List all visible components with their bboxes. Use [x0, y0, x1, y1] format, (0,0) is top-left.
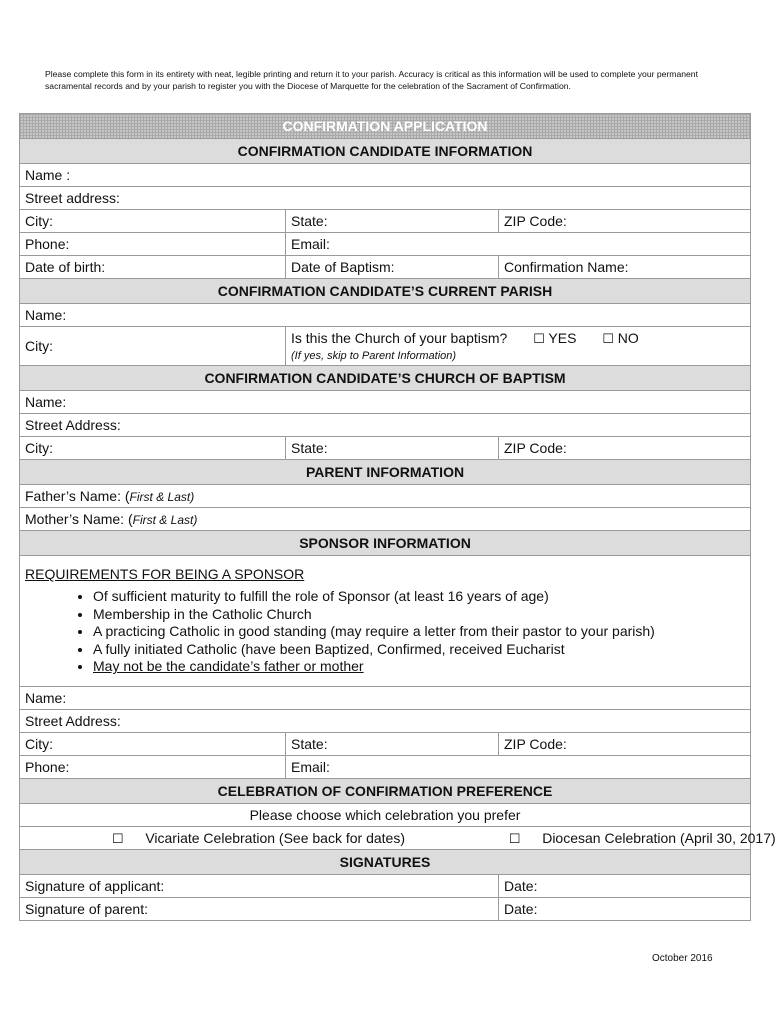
section-candidate-heading: CONFIRMATION CANDIDATE INFORMATION	[20, 139, 751, 164]
sponsor-email-field[interactable]: Email:	[286, 756, 751, 779]
section-baptism-church-heading: CONFIRMATION CANDIDATE’S CHURCH OF BAPTISM	[20, 366, 751, 391]
sponsor-state-field[interactable]: State:	[286, 733, 499, 756]
father-name-field[interactable]	[20, 485, 751, 508]
baptism-church-name-field[interactable]: Name:	[20, 391, 751, 414]
footer-date: October 2016	[652, 953, 713, 964]
mother-name-field[interactable]	[20, 508, 751, 531]
parent-signature-field[interactable]: Signature of parent:	[20, 898, 499, 921]
candidate-phone-field[interactable]: Phone:	[20, 233, 286, 256]
sponsor-requirements	[20, 556, 751, 687]
candidate-zip-field[interactable]: ZIP Code:	[499, 210, 751, 233]
candidate-email-field[interactable]: Email:	[286, 233, 751, 256]
parish-note-paren: (	[291, 349, 295, 362]
vicariate-checkbox-icon[interactable]: ☐	[111, 830, 124, 846]
celebration-prompt: Please choose which celebration you prefer	[20, 804, 751, 827]
candidate-state-field[interactable]: State:	[286, 210, 499, 233]
mother-hint: First & Last)	[132, 513, 198, 527]
celebration-options	[20, 827, 776, 850]
mother-label: Mother’s Name:	[25, 511, 125, 527]
yes-checkbox-icon[interactable]: ☐	[533, 330, 545, 346]
sponsor-requirements-list	[25, 588, 745, 676]
baptism-church-state-field[interactable]: State:	[286, 437, 499, 460]
candidate-confirmation-name-field[interactable]: Confirmation Name:	[499, 256, 751, 279]
requirement-item: • A fully initiated Catholic (have been Baptized, Confirmed, received Eucharist	[93, 641, 745, 659]
no-checkbox-icon[interactable]: ☐	[602, 330, 614, 346]
candidate-name-field[interactable]: Name :	[20, 164, 751, 187]
baptism-church-city-field[interactable]: City:	[20, 437, 286, 460]
sponsor-city-field[interactable]: City:	[20, 733, 286, 756]
candidate-dob-field[interactable]: Date of birth:	[20, 256, 286, 279]
section-parish-heading: CONFIRMATION CANDIDATE’S CURRENT PARISH	[20, 279, 751, 304]
requirement-item: • Of sufficient maturity to fulfill the role of Sponsor (at least 16 years of age)	[93, 588, 745, 606]
confirmation-application-form	[19, 113, 776, 921]
applicant-date-field[interactable]: Date:	[499, 875, 751, 898]
mother-hint-paren: (	[127, 511, 133, 527]
requirement-item: • A practicing Catholic in good standing (may require a letter from their pastor to your parish)	[93, 623, 745, 641]
sponsor-name-field[interactable]: Name:	[20, 687, 751, 710]
parish-skip-note: If yes, skip to Parent Information)	[294, 349, 457, 362]
section-celebration-heading: CELEBRATION OF CONFIRMATION PREFERENCE	[20, 779, 751, 804]
baptism-church-street-field[interactable]: Street Address:	[20, 414, 751, 437]
sponsor-street-field[interactable]: Street Address:	[20, 710, 751, 733]
sponsor-requirements-title: REQUIREMENTS FOR BEING A SPONSOR	[25, 566, 305, 583]
parish-name-field[interactable]: Name:	[20, 304, 751, 327]
father-hint: First & Last)	[129, 490, 195, 504]
no-label: NO	[617, 329, 639, 346]
applicant-signature-field[interactable]: Signature of applicant:	[20, 875, 499, 898]
baptism-church-zip-field[interactable]: ZIP Code:	[499, 437, 751, 460]
baptism-question-text: Is this the Church of your baptism?	[291, 329, 508, 346]
father-hint-paren: (	[124, 488, 130, 504]
sponsor-zip-field[interactable]: ZIP Code:	[499, 733, 751, 756]
parent-date-field[interactable]: Date:	[499, 898, 751, 921]
candidate-baptism-date-field[interactable]: Date of Baptism:	[286, 256, 499, 279]
diocesan-option-label: Diocesan Celebration (April 30, 2017)	[542, 829, 776, 846]
form-title: CONFIRMATION APPLICATION	[20, 114, 751, 139]
parish-city-field[interactable]: City:	[20, 327, 286, 366]
vicariate-option-label: Vicariate Celebration (See back for dates)	[145, 829, 405, 846]
section-sponsor-heading: SPONSOR INFORMATION	[20, 531, 751, 556]
sponsor-phone-field[interactable]: Phone:	[20, 756, 286, 779]
section-signatures-heading: SIGNATURES	[20, 850, 751, 875]
diocesan-checkbox-icon[interactable]: ☐	[508, 830, 521, 846]
section-parent-heading: PARENT INFORMATION	[20, 460, 751, 485]
candidate-street-field[interactable]: Street address:	[20, 187, 751, 210]
baptism-church-question	[286, 327, 751, 366]
requirement-item: • May not be the candidate’s father or mother	[93, 658, 745, 676]
yes-label: YES	[548, 329, 577, 346]
requirement-item: • Membership in the Catholic Church	[93, 606, 745, 624]
candidate-city-field[interactable]: City:	[20, 210, 286, 233]
form-instructions: Please complete this form in its entirety with neat, legible printing and return it to your parish. Accuracy is critical as this information will be used to complete your permanent sacramental records and by your parish to register you with the Diocese of Marquette for the celebration of the Sacrament of Confirmation.	[45, 69, 698, 91]
father-label: Father’s Name:	[25, 488, 121, 504]
